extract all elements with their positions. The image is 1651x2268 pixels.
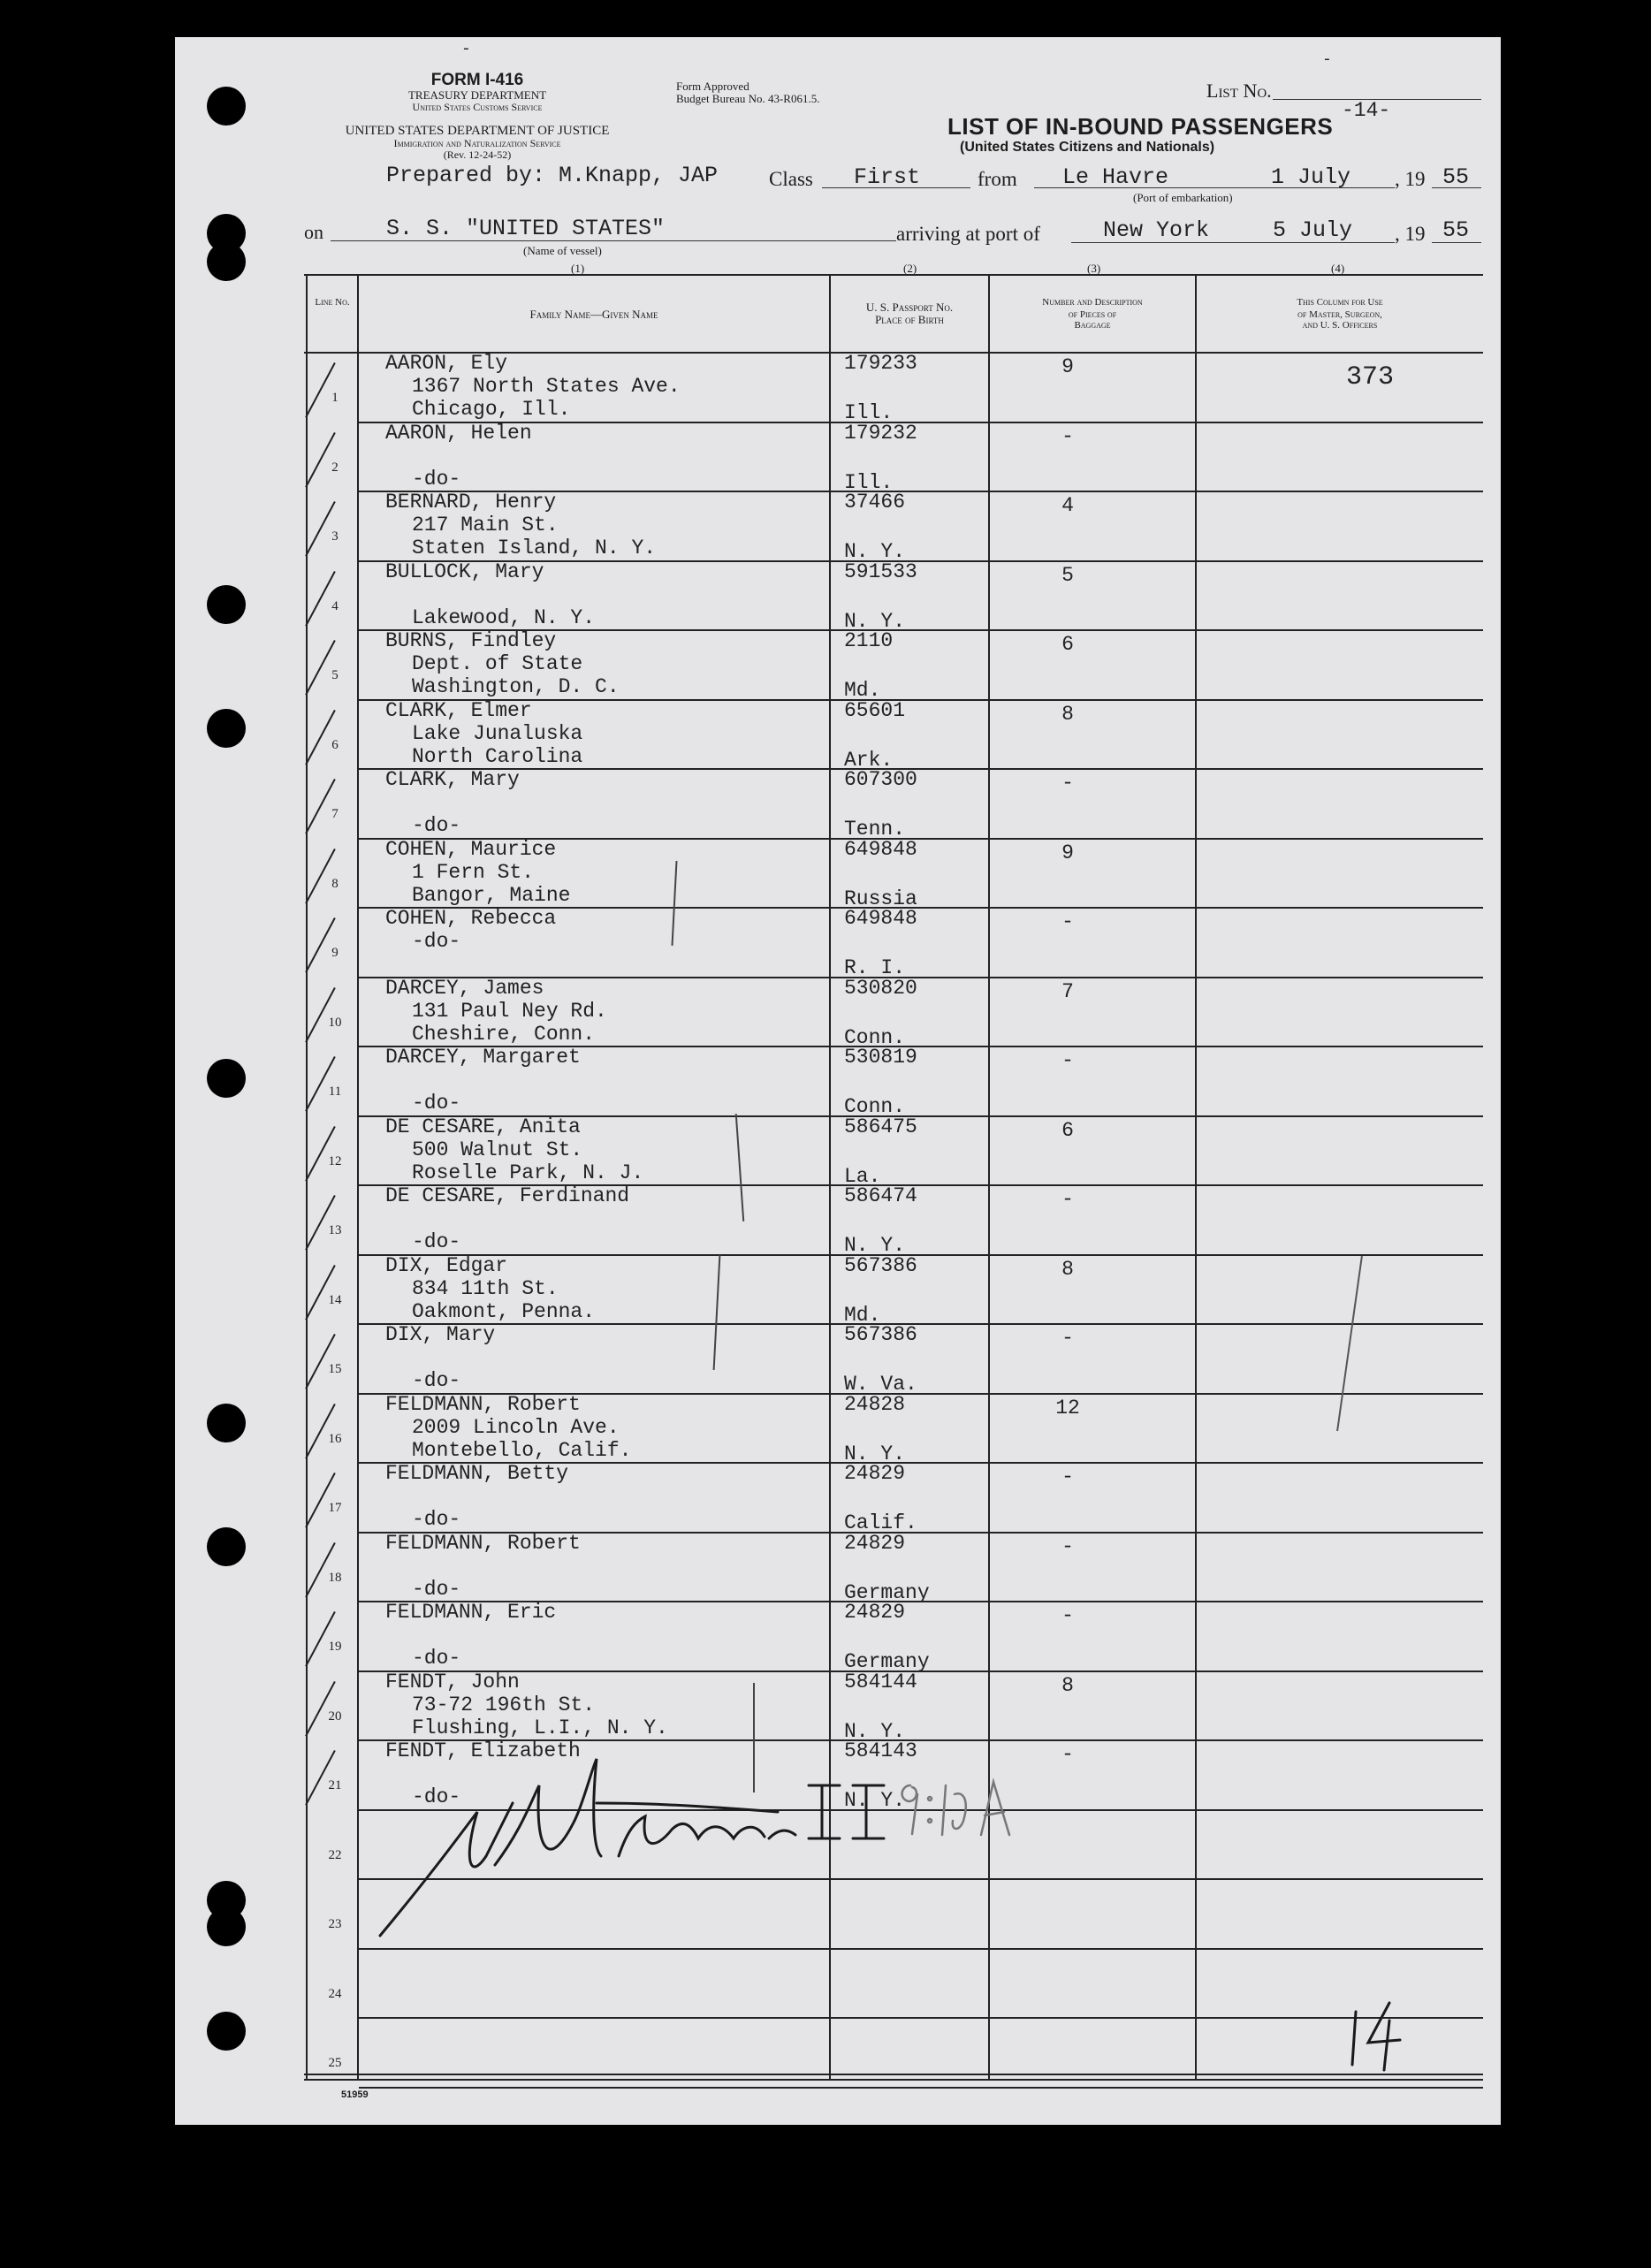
departure-year: 55 — [1442, 164, 1470, 190]
arrival-year-prefix: , 19 — [1395, 223, 1426, 245]
column-3-number: (3) — [1087, 262, 1101, 275]
passenger-name: DE CESARE, Anita — [385, 1115, 581, 1138]
passport-number: 649848 — [844, 907, 917, 930]
passenger-name: FELDMANN, Eric — [385, 1601, 557, 1624]
passenger-address-1: 1367 North States Ave. — [412, 375, 681, 398]
line-number: 24 — [328, 1986, 342, 2001]
passenger-address-1: Lake Junaluska — [412, 721, 583, 745]
punch-hole — [207, 709, 246, 748]
passenger-address-2: Oakmont, Penna. — [412, 1299, 596, 1323]
passenger-name: BERNARD, Henry — [385, 491, 557, 514]
passenger-address-2: -do- — [412, 1785, 461, 1808]
place-of-birth: La. — [844, 1164, 881, 1188]
passenger-address-2: Bangor, Maine — [412, 883, 571, 907]
list-no-value: -14- — [1342, 99, 1391, 122]
passenger-name: COHEN, Maurice — [385, 837, 557, 861]
document-title: LIST OF IN-BOUND PASSENGERS — [947, 113, 1334, 140]
row-divider — [359, 1254, 1483, 1256]
baggage-count: 4 — [1061, 494, 1074, 517]
passenger-name: DIX, Edgar — [385, 1253, 508, 1277]
passenger-address-2: -do- — [412, 1369, 461, 1392]
place-of-birth: R. I. — [844, 956, 906, 979]
line-number: 12 — [328, 1153, 342, 1168]
punch-hole — [207, 242, 246, 281]
prepared-by: Prepared by: M.Knapp, JAP — [386, 163, 719, 188]
baggage-count: 6 — [1061, 1118, 1074, 1142]
column-header-baggage-2: of Pieces of — [1068, 309, 1117, 320]
passport-number: 24829 — [844, 1601, 906, 1624]
punch-hole — [207, 1059, 246, 1098]
port-of-embarkation: Le Havre — [1062, 164, 1169, 190]
column-header-officers-3: and U. S. Officers — [1302, 320, 1378, 331]
place-of-birth: N. Y. — [844, 1789, 906, 1812]
passenger-address-1: 73-72 196th St. — [412, 1693, 596, 1716]
passport-number: 530820 — [844, 976, 917, 1000]
line-number: 14 — [328, 1292, 342, 1307]
baggage-count: 5 — [1061, 563, 1074, 587]
place-of-birth: N. Y. — [844, 1442, 906, 1465]
baggage-count: - — [1061, 1049, 1074, 1072]
passenger-address-2: North Carolina — [412, 744, 583, 768]
passenger-address-1: -do- — [412, 930, 461, 953]
line-number: 6 — [331, 737, 339, 752]
line-number: 5 — [331, 668, 339, 682]
document-subtitle: (United States Citizens and Nationals) — [960, 140, 1215, 155]
place-of-birth: N. Y. — [844, 540, 906, 563]
column-header-officers: This Column for Use — [1297, 297, 1383, 308]
passenger-address-2: Montebello, Calif. — [412, 1438, 632, 1462]
list-no-label: List No. — [1206, 80, 1272, 102]
place-of-birth: Calif. — [844, 1511, 917, 1534]
passport-number: 591533 — [844, 559, 917, 583]
line-number: 17 — [328, 1501, 342, 1515]
form-print-number: 51959 — [341, 2089, 369, 2100]
line-number: 20 — [328, 1709, 342, 1724]
class-value: First — [854, 164, 921, 190]
place-of-birth: Conn. — [844, 1095, 906, 1118]
handwritten-page-number — [1343, 1994, 1414, 2074]
line-number: 9 — [331, 946, 339, 960]
passport-number: 24828 — [844, 1392, 906, 1416]
baggage-count: - — [1061, 1534, 1074, 1558]
passport-number: 586475 — [844, 1115, 917, 1138]
passport-number: 649848 — [844, 837, 917, 861]
departure-date: 1 July — [1271, 164, 1351, 190]
from-label: from — [978, 168, 1017, 190]
line-number: 3 — [331, 529, 339, 544]
arrival-year: 55 — [1442, 217, 1470, 243]
passport-number: 24829 — [844, 1462, 906, 1485]
passenger-address-1: 500 Walnut St. — [412, 1138, 583, 1161]
row-divider — [359, 1323, 1483, 1325]
punch-hole — [207, 585, 246, 624]
line-number: 25 — [328, 2056, 342, 2070]
baggage-count: - — [1061, 1604, 1074, 1627]
line-number: 23 — [328, 1917, 342, 1931]
line-number: 10 — [328, 1015, 342, 1030]
punch-hole — [207, 1527, 246, 1566]
line-number: 1 — [331, 391, 339, 405]
passenger-name: DIX, Mary — [385, 1323, 496, 1346]
passenger-address-2: -do- — [412, 1230, 461, 1253]
arriving-label: arriving at port of — [896, 223, 1040, 245]
passport-number: 584143 — [844, 1739, 917, 1762]
port-caption: (Port of embarkation) — [1133, 191, 1233, 204]
pencil-mark — [753, 1683, 755, 1792]
baggage-count: - — [1061, 1188, 1074, 1211]
form-number: FORM I-416 — [430, 71, 524, 89]
passport-number: 24829 — [844, 1531, 906, 1555]
passenger-address-2: Lakewood, N. Y. — [412, 605, 596, 629]
place-of-birth: Ill. — [844, 401, 894, 424]
passport-number: 179232 — [844, 421, 917, 445]
arrival-port: New York — [1103, 217, 1210, 243]
baggage-count: 9 — [1061, 841, 1074, 864]
on-label: on — [304, 221, 323, 243]
passenger-name: FENDT, Elizabeth — [385, 1739, 581, 1762]
line-number: 11 — [328, 1085, 342, 1099]
baggage-count: 7 — [1061, 979, 1074, 1003]
column-header-officers-2: of Master, Surgeon, — [1297, 309, 1382, 320]
column-header-name: Family Name—Given Name — [529, 308, 658, 321]
place-of-birth: Ark. — [844, 748, 894, 772]
passenger-address-1: 2009 Lincoln Ave. — [412, 1415, 620, 1439]
passenger-address-2: Roselle Park, N. J. — [412, 1161, 644, 1184]
line-number: 15 — [328, 1362, 342, 1376]
passport-number: 530819 — [844, 1046, 917, 1069]
passenger-address-1: 217 Main St. — [412, 514, 559, 537]
passenger-address-1: Dept. of State — [412, 652, 583, 675]
justice-department: UNITED STATES DEPARTMENT OF JUSTICE — [345, 124, 610, 138]
handwritten-time — [910, 1838, 913, 1839]
baggage-count: 12 — [1055, 1396, 1080, 1419]
column-1-number: (1) — [571, 262, 585, 275]
passenger-address-1: 131 Paul Ney Rd. — [412, 999, 607, 1023]
column-header-baggage-3: Baggage — [1074, 320, 1111, 331]
passenger-name: DARCEY, James — [385, 976, 544, 1000]
form-revision: (Rev. 12-24-52) — [443, 148, 512, 161]
passenger-name: COHEN, Rebecca — [385, 907, 557, 930]
baggage-count: - — [1061, 1465, 1074, 1488]
passenger-address-2: -do- — [412, 814, 461, 837]
handwritten-signature — [371, 1750, 1061, 1953]
passenger-address-2: -do- — [412, 1508, 461, 1531]
customs-service: United States Customs Service — [412, 101, 543, 113]
passport-number: 584144 — [844, 1670, 917, 1693]
passenger-address-2: Chicago, Ill. — [412, 398, 571, 421]
line-number: 4 — [331, 598, 339, 613]
place-of-birth: Russia — [844, 887, 917, 910]
baggage-count: - — [1061, 910, 1074, 933]
line-number: 13 — [328, 1223, 342, 1237]
passenger-name: FELDMANN, Robert — [385, 1531, 581, 1555]
column-header-line-no: Line No. — [315, 297, 350, 308]
passenger-address-2: Cheshire, Conn. — [412, 1022, 596, 1046]
vessel-name: S. S. "UNITED STATES" — [386, 216, 666, 241]
officer-note: 373 — [1345, 362, 1394, 392]
passenger-name: CLARK, Elmer — [385, 698, 532, 722]
baggage-count: 9 — [1061, 355, 1074, 378]
passport-number: 2110 — [844, 629, 894, 652]
baggage-count: 8 — [1061, 1257, 1074, 1281]
column-header-passport: U. S. Passport No. — [865, 301, 954, 314]
baggage-count: 8 — [1061, 702, 1074, 726]
passenger-address-2: Staten Island, N. Y. — [412, 537, 657, 559]
punch-hole — [207, 87, 246, 126]
baggage-count: - — [1061, 1327, 1074, 1350]
budget-bureau: Budget Bureau No. 43-R061.5. — [676, 92, 820, 105]
column-2-number: (2) — [903, 262, 917, 275]
passenger-name: DARCEY, Margaret — [385, 1046, 581, 1069]
passenger-name: AARON, Ely — [385, 352, 508, 375]
line-number: 21 — [328, 1778, 342, 1792]
place-of-birth: Md. — [844, 679, 881, 702]
passenger-name: FELDMANN, Betty — [385, 1462, 569, 1485]
place-of-birth: N. Y. — [844, 1719, 906, 1743]
row-divider — [359, 2087, 1483, 2089]
passenger-address-2: Flushing, L.I., N. Y. — [412, 1716, 668, 1739]
column-header-birthplace: Place of Birth — [875, 313, 944, 326]
vessel-caption: (Name of vessel) — [523, 244, 602, 257]
column-4-number: (4) — [1331, 262, 1345, 275]
class-label: Class — [769, 168, 813, 190]
passport-number: 179233 — [844, 352, 917, 375]
passport-number: 37466 — [844, 491, 906, 514]
punch-hole — [207, 1404, 246, 1442]
passport-number: 586474 — [844, 1184, 917, 1207]
passenger-address-2: Washington, D. C. — [412, 675, 620, 698]
passenger-name: BULLOCK, Mary — [385, 559, 544, 583]
passenger-name: BURNS, Findley — [385, 629, 557, 652]
place-of-birth: Germany — [844, 1580, 930, 1604]
line-number: 19 — [328, 1640, 342, 1654]
passport-number: 567386 — [844, 1253, 917, 1277]
passport-number: 567386 — [844, 1323, 917, 1346]
passenger-name: CLARK, Mary — [385, 768, 520, 791]
departure-year-prefix: , 19 — [1395, 168, 1426, 190]
place-of-birth: Md. — [844, 1303, 881, 1327]
passenger-address-2: -do- — [412, 467, 461, 491]
line-number: 18 — [328, 1570, 342, 1585]
passenger-address-2: -do- — [412, 1647, 461, 1670]
passport-number: 607300 — [844, 768, 917, 791]
passenger-address-2: -do- — [412, 1577, 461, 1601]
passport-number: 65601 — [844, 698, 906, 722]
place-of-birth: N. Y. — [844, 1234, 906, 1257]
place-of-birth: W. Va. — [844, 1373, 917, 1396]
place-of-birth: Ill. — [844, 470, 894, 494]
baggage-count: - — [1061, 1743, 1074, 1766]
form-approved: Form Approved — [676, 80, 749, 93]
place-of-birth: N. Y. — [844, 609, 906, 633]
passenger-address-1: 834 11th St. — [412, 1276, 559, 1300]
baggage-count: 6 — [1061, 633, 1074, 656]
passenger-name: AARON, Helen — [385, 421, 532, 445]
arrival-date: 5 July — [1273, 217, 1353, 243]
ins-service: Immigration and Naturalization Service — [393, 137, 561, 149]
column-header-baggage: Number and Description — [1042, 297, 1143, 308]
passenger-name: FENDT, John — [385, 1670, 520, 1693]
row-divider — [359, 768, 1483, 770]
baggage-count: 8 — [1061, 1673, 1074, 1697]
line-number: 8 — [331, 876, 339, 891]
line-number: 7 — [331, 807, 339, 821]
place-of-birth: Tenn. — [844, 818, 906, 841]
baggage-count: - — [1061, 772, 1074, 795]
passenger-name: FELDMANN, Robert — [385, 1392, 581, 1416]
line-number: 16 — [328, 1431, 342, 1446]
place-of-birth: Germany — [844, 1650, 930, 1673]
line-number: 22 — [328, 1847, 342, 1862]
handwritten-signature-text — [442, 1838, 448, 1839]
treasury-department: TREASURY DEPARTMENT — [407, 88, 547, 102]
handwritten-page-number-text — [1361, 2024, 1362, 2025]
passenger-address-2: -do- — [412, 1092, 461, 1115]
baggage-count: - — [1061, 424, 1074, 448]
punch-hole — [207, 1907, 246, 1946]
passenger-name: DE CESARE, Ferdinand — [385, 1184, 630, 1207]
punch-hole — [207, 2012, 246, 2051]
row-divider — [359, 2017, 1483, 2019]
passenger-address-1: 1 Fern St. — [412, 860, 535, 884]
place-of-birth: Conn. — [844, 1025, 906, 1049]
line-number: 2 — [331, 460, 339, 475]
